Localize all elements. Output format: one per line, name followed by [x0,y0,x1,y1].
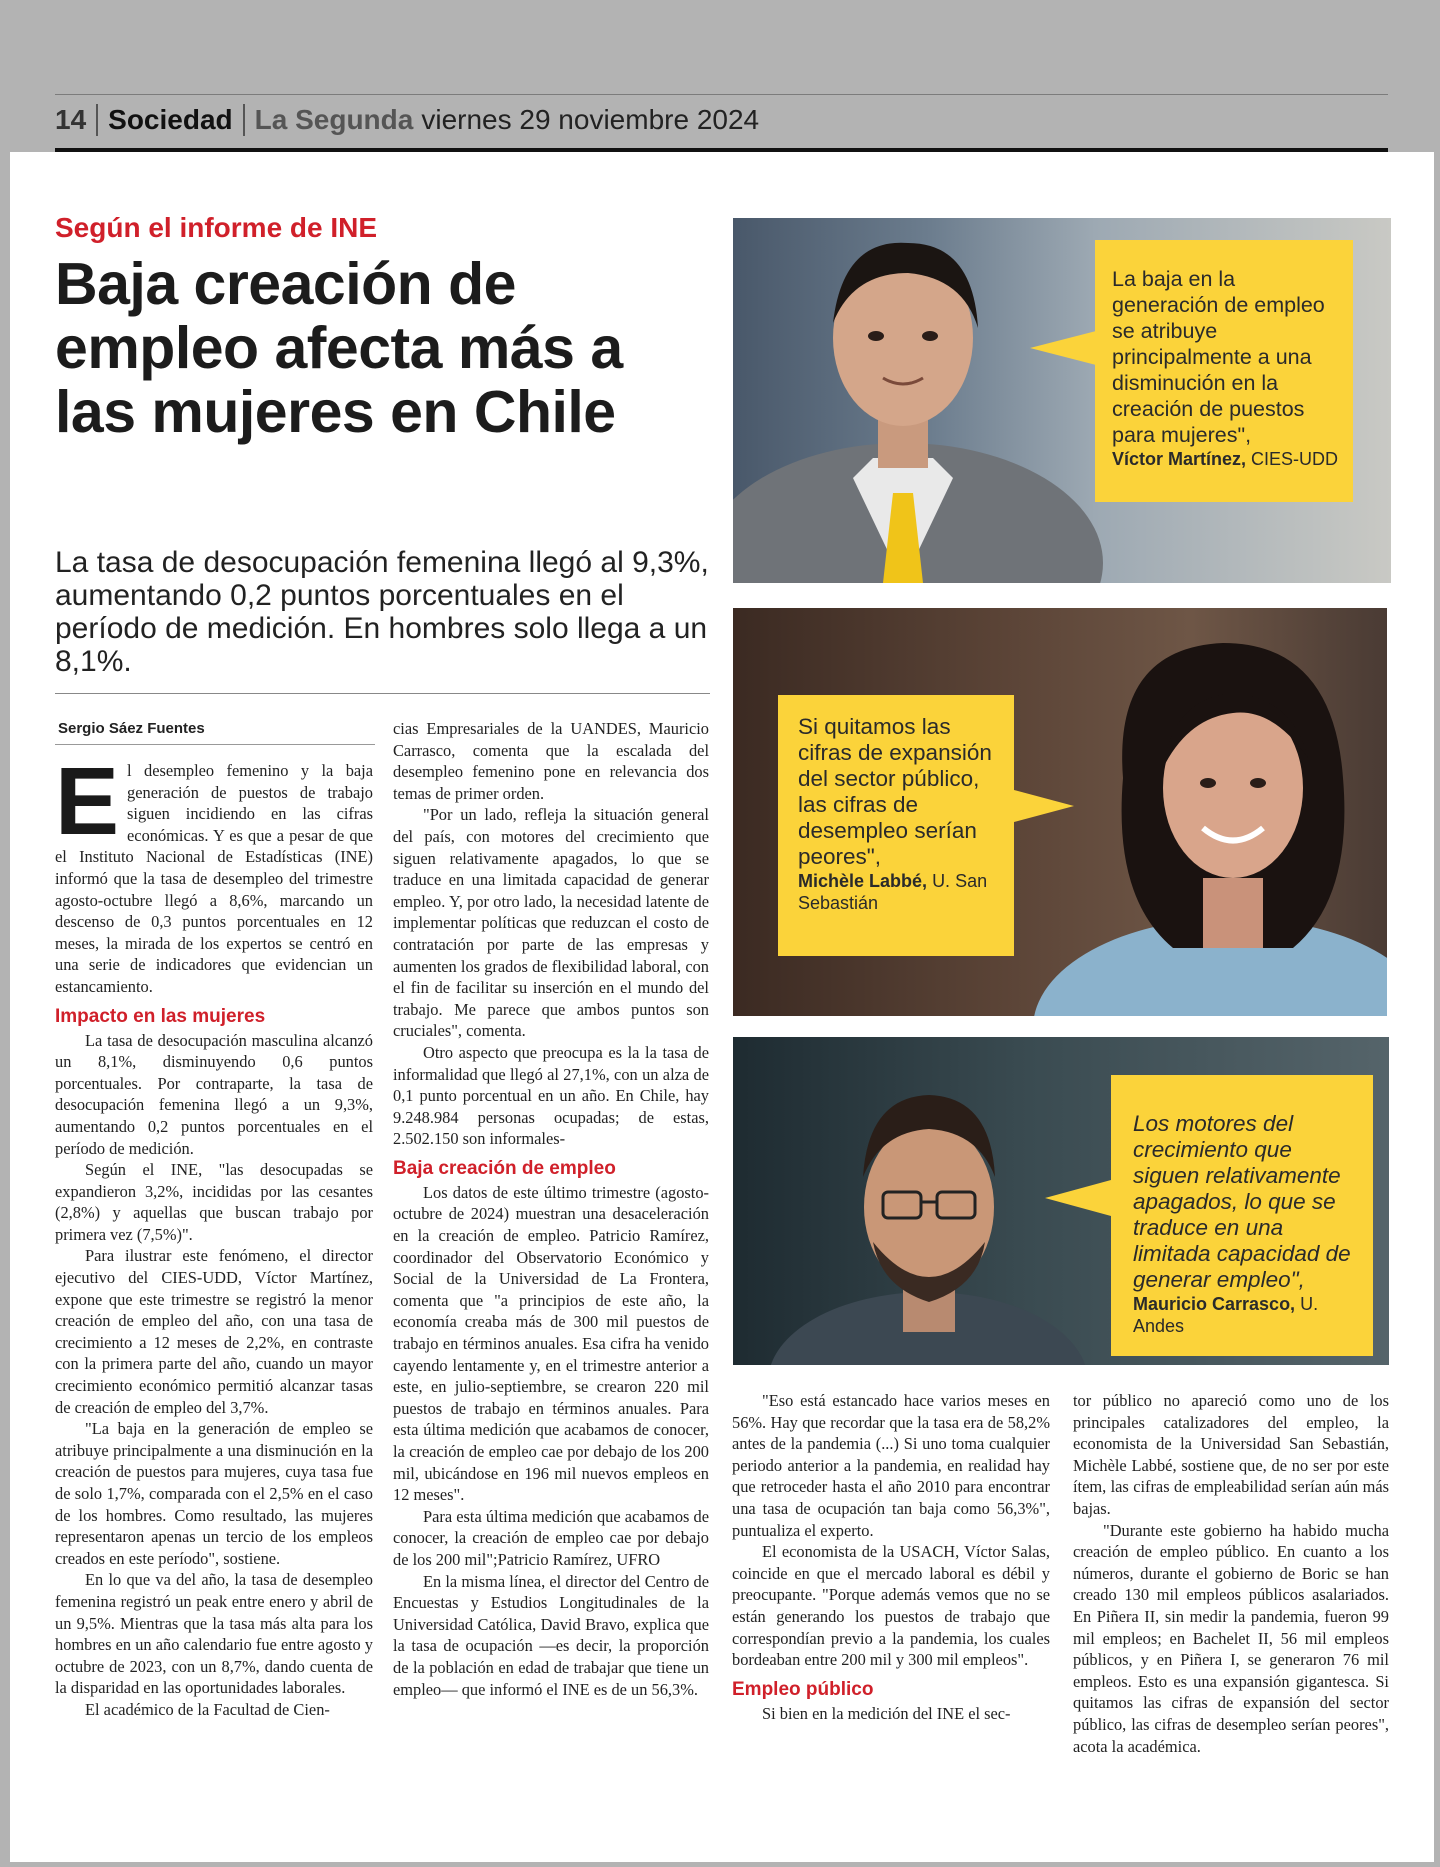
paragraph: En lo que va del año, la tasa de desempleo femenina registró un peak entre enero y abril de un 9,5%. Mientras que la tasa más alta para los hombres en un año calendario fue entre agosto y octubre de 2023, con un 8,7%, dando cuenta de la disparidad en las oportunidades laborales. [55,1570,373,1698]
paragraph: Otro aspecto que preocupa es la la tasa de informalidad que llegó al 27,1%, con un alza de 0,1 punto porcentual en un año. En Chile, hay 9.248.984 personas ocupadas; de estas, 2.502.150 son informales- [393,1042,709,1149]
subheading-empleo-publico: Empleo público [732,1678,874,1700]
paragraph: Los datos de este último trimestre (agosto-octubre de 2024) muestran una desaceleración en la creación de empleo. Patricio Ramírez, coordinador del Observatorio Económico y Social de la Universidad de La Frontera, comenta que "a principios de este año, la economía creaba más de 300 mil puestos de trabajo en términos anuales. Esa cifra ha venido cayendo lentamente y, en el trimestre anterior a este, en julio-septiembre, se crearon 220 mil puestos de trabajo en términos anuales. Para esta última medición que acabamos de conocer, la creación de empleo cae por debajo de los 200 mil, ubicándose en 196 mil nuevos empleos en 12 meses". [393,1182,709,1505]
article-headline: Baja creación de empleo afecta más a las mujeres en Chile [55,251,623,445]
paragraph: La tasa de desocupación masculina alcanzó un 8,1%, disminuyendo 0,6 puntos porcentuales. Por contraparte, la tasa de desocupación femenina llegó a un 9,3%, aumentando 0,2 puntos porcentuales en el período de medición. [55,1030,373,1158]
quote-author: Víctor Martínez, [1112,449,1247,469]
article-column-3 [732,1390,1050,1724]
pull-quote-2 [778,695,1014,956]
quote-text: La baja en la generación de empleo se atribuye principalmente a una disminución en la creación de puestos para mujeres", [1112,267,1325,447]
quote-affiliation: CIES-UDD [1251,449,1339,469]
section-name: Sociedad [96,104,232,136]
pull-quote-3 [1111,1075,1373,1356]
quote-text: Los motores del crecimiento que siguen relativamente apagados, lo que se traduce en una limitada capacidad de generar empleo", [1133,1111,1351,1292]
paragraph: "La baja en la generación de empleo se atribuye principalmente a una disminución en la creación de puestos para mujeres, cuya tasa fue de solo 1,7%, comparada con el 2,5% en el caso de los hombres. Como resultado, las mujeres representaron apenas un tercio de los empleos creados en este período", sostiene. [55,1419,373,1568]
paragraph: cias Empresariales de la UANDES, Mauricio Carrasco, comenta que la escalada del desempleo femenino pone en relevancia dos temas de primer orden. [393,719,709,803]
quote-affiliation: U. Andes [1133,1294,1319,1336]
paragraph: "Por un lado, refleja la situación general del país, con motores del crecimiento que siguen relativamente apagados, lo que se traduce en una limitada capacidad de generar empleo. Y, por otro lado, la necesidad latente de implementar políticas que reduzcan el costo de contratación por parte de las empresas y aumenten los grados de flexibilidad laboral, con el fin de facilitar su inserción en el mundo del trabajo. Me parece que ambos puntos son cruciales", comenta. [393,805,709,1041]
paragraph: Si bien en la medición del INE el sec- [762,1703,1011,1723]
quote-author: Michèle Labbé, [798,871,928,891]
quote-2-tail [1014,790,1074,822]
subheading-baja-creacion: Baja creación de empleo [393,1157,616,1179]
quote-affiliation: U. San Sebastián [798,871,988,913]
masthead [55,100,759,140]
paragraph: Para ilustrar este fenómeno, el director ejecutivo del CIES-UDD, Víctor Martínez, expone que este trimestre se registró la menor creación de empleo del año, con una tasa de crecimiento a 12 meses de 2,2%, en contraste con la primera parte del año, cuando un mayor crecimiento económico permitió alcanzar tasas de creación de empleo del 3,7%. [55,1246,373,1417]
quote-attribution [1112,448,1339,470]
quote-attribution [1133,1293,1363,1337]
top-bar [0,0,1440,150]
paragraph: "Eso está estancado hace varios meses en 56%. Hay que recordar que la tasa era de 58,2% antes de la pandemia (...) Si uno toma cualquier periodo anterior a la pandemia, en realidad hay que retroceder hasta el año 2010 para encontrar una tasa de ocupación tan baja como 56,3%", puntualiza el experto. [732,1391,1050,1540]
deck-divider [55,693,710,694]
subheading-impacto: Impacto en las mujeres [55,1005,266,1027]
page-number: 14 [55,104,87,135]
quote-author: Mauricio Carrasco, [1133,1294,1296,1314]
quote-1-tail [1030,330,1100,366]
paragraph: Según el INE, "las desocupadas se expandieron 3,2%, incididas por las cesantes (2,8%) y aquellas que buscan trabajo por primera vez (7,5%)". [55,1160,373,1244]
article-column-4 [1073,1390,1389,1757]
paragraph: El economista de la USACH, Víctor Salas, coincide en que el mercado laboral es débil y preocupante. "Porque además vemos que no se están generando los puestos de trabajo que correspondían previo a la pandemia, los cuales bordeaban entre 200 mil y 300 mil empleos". [732,1542,1050,1670]
quote-attribution [798,870,1004,914]
masthead-rule-top [55,94,1388,95]
paragraph: Para esta última medición que acabamos de conocer, la creación de empleo cae por debajo de los 200 mil";Patricio Ramírez, UFRO [393,1506,709,1569]
publication-date: viernes 29 noviembre 2024 [421,104,760,135]
article-kicker: Según el informe de INE [55,212,378,243]
quote-text: Si quitamos las cifras de expansión del sector público, las cifras de desempleo serían peores", [798,714,992,869]
byline-divider [55,744,375,745]
drop-cap: E [55,748,120,855]
paragraph: El desempleo femenino y la baja generación de puestos de trabajo siguen incidiendo en las cifras económicas. Y es que a pesar de que el Instituto Nacional de Estadísticas (INE) informó que la tasa de desempleo del trimestre agosto-octubre llegó a 8,6%, marcando un descenso de 0,3 puntos porcentuales en 12 meses, la mirada de los expertos se centró en una serie de indicadores que evidencian un estancamiento. [55,748,373,996]
paragraph: "Durante este gobierno ha habido mucha creación de empleo público. En cuanto a los números, durante el gobierno de Boric se han creado 130 mil empleos públicos asalariados. En Piñera II, sin medir la pandemia, fueron 99 mil empleos; en Bachelet II, 56 mil empleos públicos, y en Piñera I, se generaron 76 mil empleos. Esto es una expansión gigantesca. Si quitamos las cifras de expansión del sector público, las cifras de desempleo serían peores", acota la académica. [1073,1520,1389,1756]
quote-3-tail [1045,1180,1111,1216]
article-column-1 [55,748,373,1721]
article-deck: La tasa de desocupación femenina llegó al 9,3%, aumentando 0,2 puntos porcentuales en el período de medición. En hombres solo llega a un 8,1%. [55,546,709,678]
publication-name: La Segunda [243,104,414,136]
pull-quote-1 [1095,240,1353,502]
article-column-2 [393,718,709,1700]
paragraph: En la misma línea, el director del Centro de Encuestas y Estudios Longitudinales de la Universidad Católica, David Bravo, explica que la tasa de ocupación —es decir, la proporción de la población en edad de trabajar que tiene un empleo— que informó el INE es de un 56,3%. [393,1571,709,1699]
paragraph: tor público no apareció como uno de los principales catalizadores del empleo, la economista de la Universidad San Sebastián, Michèle Labbé, sostiene que, de no ser por este ítem, las cifras de empleabilidad serían aún más bajas. [1073,1391,1389,1518]
article-byline: Sergio Sáez Fuentes [58,720,205,737]
paragraph: El académico de la Facultad de Cien- [85,1699,330,1719]
